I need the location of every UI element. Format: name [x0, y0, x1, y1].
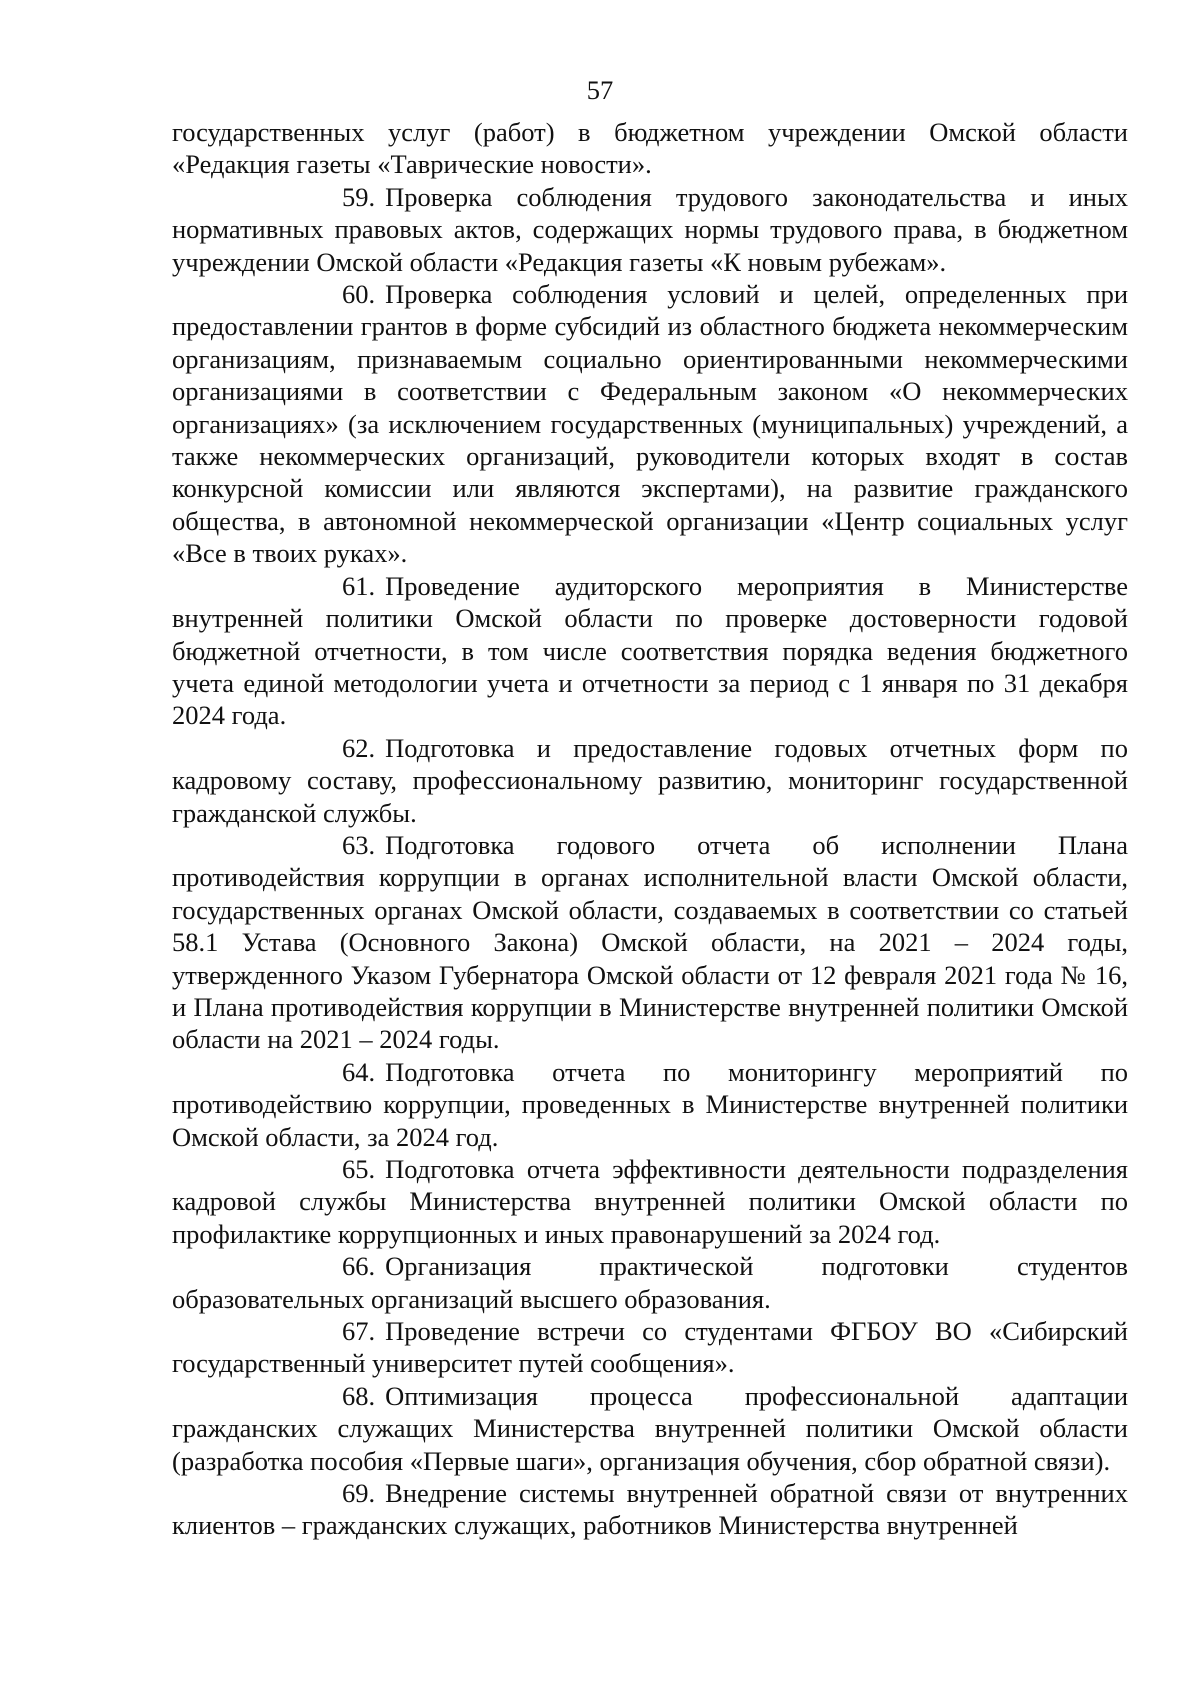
paragraph-text: Организация практической подготовки студентов образовательных организаций высшего образования. — [172, 1251, 1128, 1314]
list-item-67 — [172, 1315, 1128, 1380]
item-number: 59. — [342, 181, 376, 212]
paragraph-text: Подготовка отчета эффективности деятельности подразделения кадровой службы Министерства внутренней политики Омской области по профилактике коррупционных и иных правонарушений за 2024 год. — [172, 1154, 1128, 1249]
paragraph-text: Подготовка и предоставление годовых отчетных форм по кадровому составу, профессиональному развитию, мониторинг государственной гражданской службы. — [172, 732, 1128, 828]
list-item-64 — [172, 1056, 1128, 1153]
list-item-59 — [172, 181, 1128, 278]
item-number: 68. — [342, 1380, 376, 1411]
paragraph-text: Проведение аудиторского мероприятия в Министерстве внутренней политики Омской области по проверке достоверности годовой бюджетной отчетности, в том числе соответствия порядка ведения бюджетного учета единой методологии учета и отчетности за период с 1 января по 31 декабря 2024 года. — [172, 570, 1128, 731]
paragraph-text: Подготовка отчета по мониторингу мероприятий по противодействию коррупции, проведенных в Министерстве внутренней политики Омской области, за 2024 год. — [172, 1056, 1128, 1152]
paragraph-text: Подготовка годового отчета об исполнении Плана противодействия коррупции в органах исполнительной власти Омской области, государственных органах Омской области, создаваемых в соответствии со статьей 58.1 Устава (Основного Закона) Омской области, на 2021 – 2024 годы, утвержденного Указом Губернатора Омской области от 12 февраля 2021 года № 16, и Плана противодействия коррупции в Министерстве внутренней политики Омской области на 2021 – 2024 годы. — [172, 829, 1128, 1055]
paragraph-continuation — [172, 116, 1128, 181]
paragraph-text: Оптимизация процесса профессиональной адаптации гражданских служащих Министерства внутренней политики Омской области (разработка пособия «Первые шаги», организация обучения, сбор обратной связи). — [172, 1380, 1128, 1476]
item-number: 62. — [342, 732, 376, 763]
paragraph-text: Проверка соблюдения трудового законодательства и иных нормативных правовых актов, содержащих нормы трудового права, в бюджетном учреждении Омской области «Редакция газеты «К новым рубежам». — [172, 181, 1128, 277]
paragraph-text: государственных услуг (работ) в бюджетном учреждении Омской области «Редакция газеты «Таврические новости». — [172, 117, 1128, 180]
item-number: 64. — [342, 1056, 376, 1087]
list-item-62 — [172, 732, 1128, 829]
item-number: 66. — [342, 1251, 376, 1282]
list-item-61 — [172, 570, 1128, 732]
item-number: 67. — [342, 1316, 376, 1347]
paragraph-text: Проверка соблюдения условий и целей, определенных при предоставлении грантов в форме субсидий из областного бюджета некоммерческим организациям, признаваемым социально ориентированными некоммерческими организациями в соответствии с Федеральным законом «О некоммерческих организациях» (за исключением государственных (муниципальных) учреждений, а также некоммерческих организаций, руководители которых входят в состав конкурсной комиссии или являются экспертами), на развитие гражданского общества, в автономной некоммерческой организации «Центр социальных услуг «Все в твоих руках». — [172, 279, 1128, 569]
item-number: 65. — [342, 1154, 376, 1184]
list-item-66 — [172, 1250, 1128, 1315]
item-number: 60. — [342, 279, 376, 310]
item-number: 69. — [342, 1478, 376, 1509]
page-number: 57 — [586, 75, 614, 105]
list-item-63 — [172, 829, 1128, 1056]
list-item-68 — [172, 1380, 1128, 1477]
list-item-60 — [172, 278, 1128, 570]
paragraph-text: Проведение встречи со студентами ФГБОУ ВО «Сибирский государственный университет путей сообщения». — [172, 1316, 1128, 1379]
list-item-69 — [172, 1477, 1128, 1542]
document-body — [172, 116, 1128, 1542]
paragraph-text: Внедрение системы внутренней обратной связи от внутренних клиентов – гражданских служащих, работников Министерства внутренней — [172, 1478, 1128, 1541]
item-number: 61. — [342, 570, 376, 601]
list-item-65 — [172, 1153, 1128, 1250]
item-number: 63. — [342, 829, 376, 860]
